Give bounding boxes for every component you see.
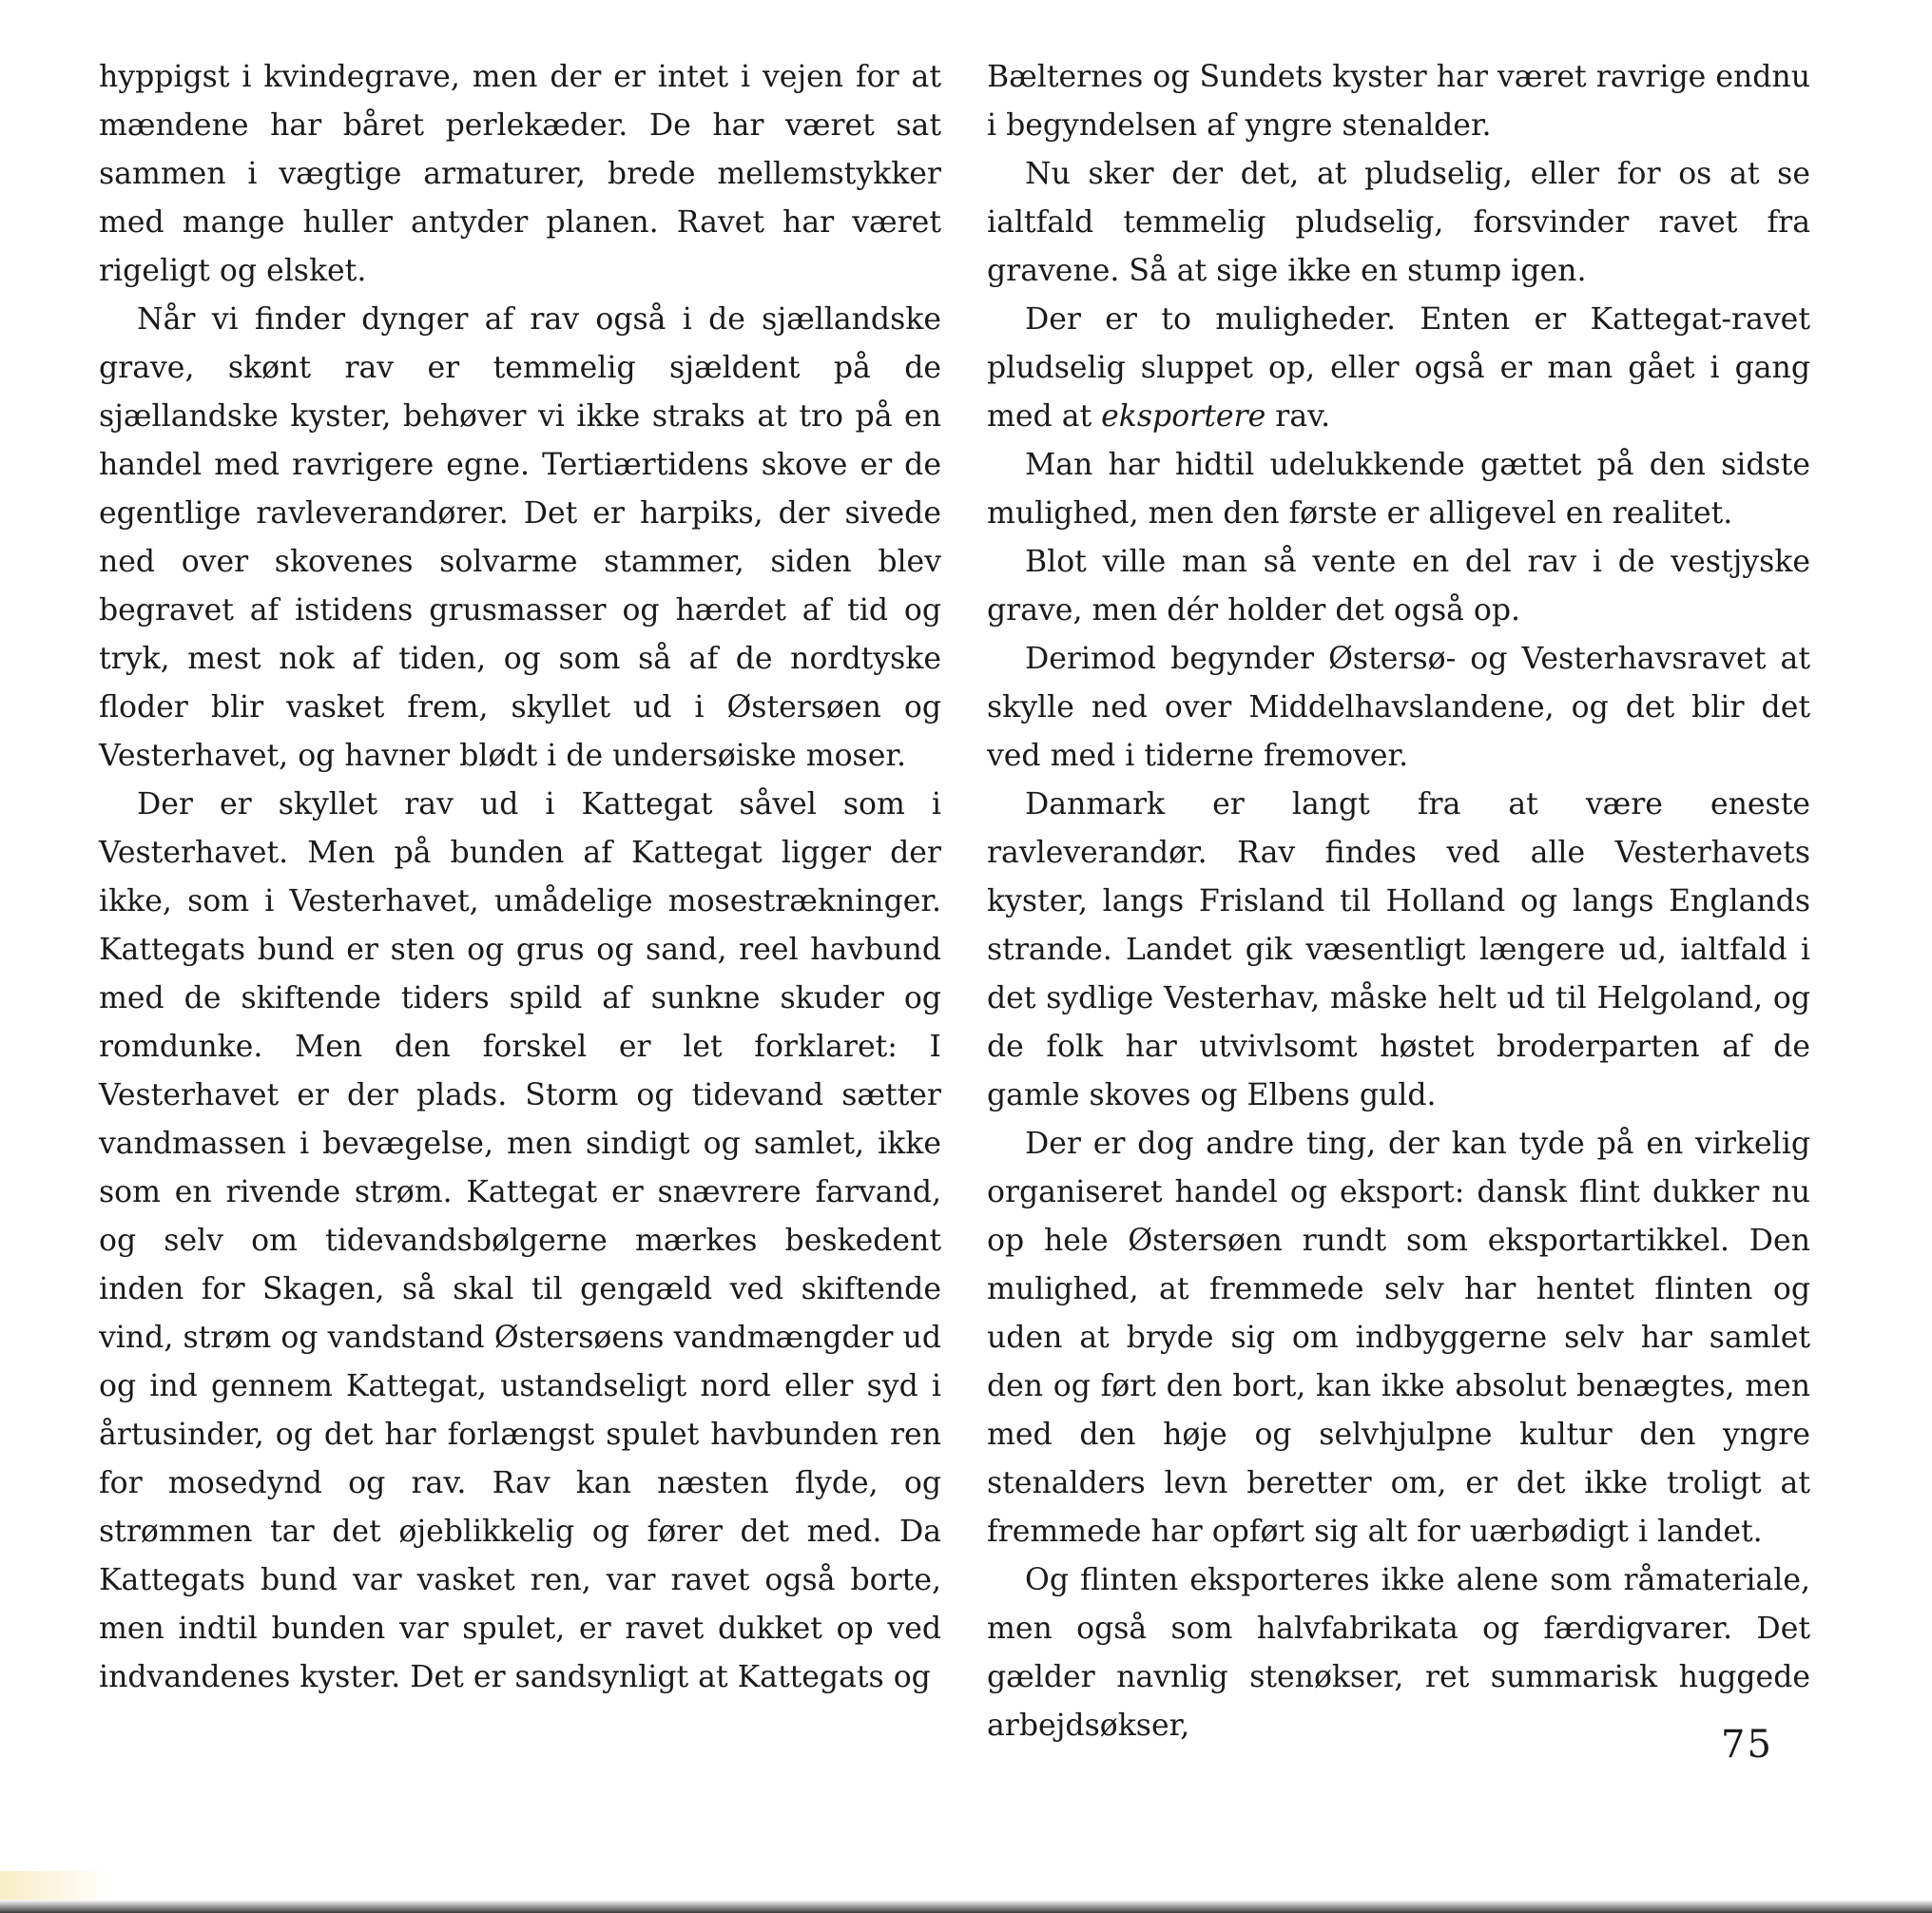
left-column (99, 53, 941, 1702)
paragraph: Nu sker der det, at pludselig, eller for os at se ialtfald temmelig pludselig, forsvinder ravet fra gravene. Så at sige ikke en stump igen. (987, 157, 1810, 288)
paragraph: Blot ville man så vente en del rav i de vestjyske grave, men dér holder det også op. (987, 545, 1810, 628)
paragraph (987, 296, 1810, 441)
paragraph: Når vi finder dynger af rav også i de sjællandske grave, skønt rav er temmelig sjældent på de sjællandske kyster, behøver vi ikke straks at tro på en handel med ravrigere egne. Tertiærtidens skove er de egentlige ravleverandører. Det er harpiks, der sivede ned over skovenes solvarme stammer, siden blev begravet af istidens grusmasser og hærdet af tid og tryk, mest nok af tiden, og som så af de nordtyske floder blir vasket frem, skyllet ud i Østersøen og Vesterhavet, og havner blødt i de undersøiske moser. (99, 302, 941, 773)
italic-term: eksportere (1101, 399, 1266, 434)
right-column (987, 53, 1810, 1750)
paragraph: hyppigst i kvindegrave, men der er intet i vejen for at mændene har båret perlekæder. De har været sat sammen i vægtige armaturer, brede mellemstykker med mange huller antyder planen. Ravet har været rigeligt og elsket. (99, 60, 941, 288)
paragraph-text: Der er to muligheder. Enten er Kattegat-ravet pludselig sluppet op, eller også er man gået i gang med at (987, 302, 1810, 434)
paragraph: Og flinten eksporteres ikke alene som råmateriale, men også som halvfabrikata og færdigvarer. Det gælder navnlig stenøkser, ret summarisk huggede arbejdsøkser, (987, 1563, 1810, 1743)
page-number: 75 (1721, 1723, 1773, 1767)
paragraph: Danmark er langt fra at være eneste ravleverandør. Rav findes ved alle Vesterhavets kyster, langs Frisland til Holland og langs Englands strande. Landet gik væsentligt længere ud, ialtfald i det sydlige Vesterhav, måske helt ud til Helgoland, og de folk har utvivlsomt høstet broderparten af de gamle skoves og Elbens guld. (987, 787, 1810, 1112)
paragraph: Der er dog andre ting, der kan tyde på en virkelig organiseret handel og eksport: dansk flint dukker nu op hele Østersøen rundt som eksportartikkel. Den mulighed, at fremmede selv har hentet flinten og uden at bryde sig om indbyggerne selv har samlet den og ført den bort, kan ikke absolut benægtes, men med den høje og selvhjulpne kultur den yngre stenalders levn beretter om, er det ikke troligt at fremmede har opført sig alt for uærbødigt i landet. (987, 1127, 1810, 1549)
paragraph: Der er skyllet rav ud i Kattegat såvel som i Vesterhavet. Men på bunden af Kattegat ligger der ikke, som i Vesterhavet, umådelige mosestrækninger. Kattegats bund er sten og grus og sand, reel havbund med de skiftende tiders spild af sunkne skuder og romdunke. Men den forskel er let forklaret: I Vesterhavet er der plads. Storm og tidevand sætter vandmassen i bevægelse, men sindigt og samlet, ikke som en rivende strøm. Kattegat er snævrere farvand, og selv om tidevandsbølgerne mærkes beskedent inden for Skagen, så skal til gengæld ved skiftende vind, strøm og vandstand Østersøens vandmængder ud og ind gennem Kattegat, ustandseligt nord eller syd i årtusinder, og det har forlængst spulet havbunden ren for mosedynd og rav. Rav kan næsten flyde, og strømmen tar det øjeblikkelig og fører det med. Da Kattegats bund var vasket ren, var ravet også borte, men indtil bunden var spulet, er ravet dukket op ved indvandenes kyster. Det er sandsynligt at Kattegats og (99, 787, 941, 1694)
paragraph: Derimod begynder Østersø- og Vesterhavsravet at skylle ned over Middelhavslandene, og det blir det ved med i tiderne fremover. (987, 642, 1810, 773)
paragraph: Bælternes og Sundets kyster har været ravrige endnu i begyndelsen af yngre stenalder. (987, 60, 1810, 143)
paragraph: Man har hidtil udelukkende gættet på den sidste mulighed, men den første er alligevel en realitet. (987, 448, 1810, 531)
scan-bottom-edge (0, 1900, 1932, 1913)
paragraph-text: rav. (1275, 399, 1331, 434)
